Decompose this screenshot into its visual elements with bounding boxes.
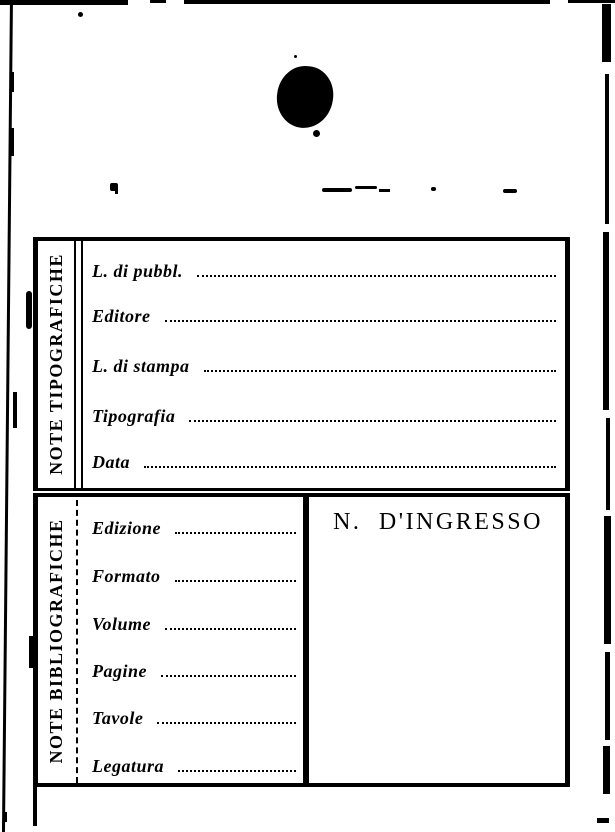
field-label: Tipografia [92, 406, 176, 426]
pencil-smudge [379, 189, 390, 192]
scan-edge-right [606, 418, 610, 510]
field-label: Edizione [92, 518, 162, 538]
scan-edge-top [150, 0, 166, 3]
dotted-entry-line [189, 420, 556, 422]
scan-edge-right [603, 232, 609, 410]
ink-blot-droplet [313, 130, 320, 137]
ink-speck [294, 55, 297, 58]
scan-edge-right [602, 4, 611, 62]
field-label: L. di pubbl. [92, 261, 184, 281]
pencil-smudge [431, 187, 436, 191]
field-label: Tavole [92, 708, 144, 728]
ingresso-box-title: N. D'INGRESSO [333, 509, 543, 535]
scan-edge-right [603, 746, 610, 794]
typographic-section-side-label: NOTE TIPOGRAFICHE [46, 253, 66, 475]
scan-smudge [3, 812, 7, 822]
field-row-tavole [92, 708, 296, 734]
field-row-editore [92, 306, 556, 332]
scan-edge-left [11, 128, 14, 156]
scan-edge-left [2, 0, 13, 832]
field-row-pagine [92, 661, 296, 687]
ink-blot [273, 62, 337, 131]
dotted-entry-line [165, 628, 296, 630]
scan-edge-left [33, 787, 37, 826]
field-label: Data [92, 452, 130, 472]
dotted-entry-line [165, 320, 556, 322]
scan-edge-left [10, 72, 14, 92]
field-label: L. di stampa [92, 356, 190, 376]
pencil-smudge [322, 188, 352, 192]
scan-edge-top [184, 0, 550, 4]
scan-speck [78, 12, 83, 17]
field-row-volume [92, 614, 296, 640]
field-label: Pagine [92, 661, 147, 681]
scan-edge-top [568, 0, 615, 3]
dotted-entry-line [204, 370, 556, 372]
field-row-l-di-stampa [92, 356, 556, 382]
field-row-data [92, 452, 556, 478]
field-row-edizione [92, 518, 296, 544]
dotted-entry-line [157, 722, 296, 724]
pencil-smudge [503, 189, 517, 193]
dotted-entry-line [161, 675, 296, 677]
field-row-l-di-pubbl [92, 261, 556, 287]
field-label: Volume [92, 614, 152, 634]
pencil-smudge [115, 189, 118, 194]
scan-edge-left [13, 392, 17, 428]
dotted-entry-line [197, 275, 556, 277]
field-label: Legatura [92, 756, 165, 776]
label-column-rule [74, 241, 83, 488]
field-row-formato [92, 566, 296, 592]
scan-edge-top [0, 0, 128, 5]
dotted-entry-line [175, 532, 296, 534]
scan-edge-right [597, 818, 609, 823]
scan-edge-right [604, 516, 611, 644]
field-label: Formato [92, 566, 161, 586]
scan-edge-right [605, 74, 609, 224]
field-label: Editore [92, 306, 151, 326]
field-row-legatura [92, 756, 296, 782]
scan-smudge [26, 291, 32, 329]
dotted-entry-line [175, 580, 296, 582]
scan-edge-right [605, 652, 610, 740]
label-column-rule [76, 500, 78, 783]
dotted-entry-line [144, 466, 556, 468]
pencil-smudge [355, 186, 377, 189]
bibliographic-section-side-label: NOTE BIBLIOGRAFICHE [46, 518, 66, 764]
ingresso-box-divider [303, 497, 309, 783]
dotted-entry-line [178, 770, 296, 772]
field-row-tipografia [92, 406, 556, 432]
